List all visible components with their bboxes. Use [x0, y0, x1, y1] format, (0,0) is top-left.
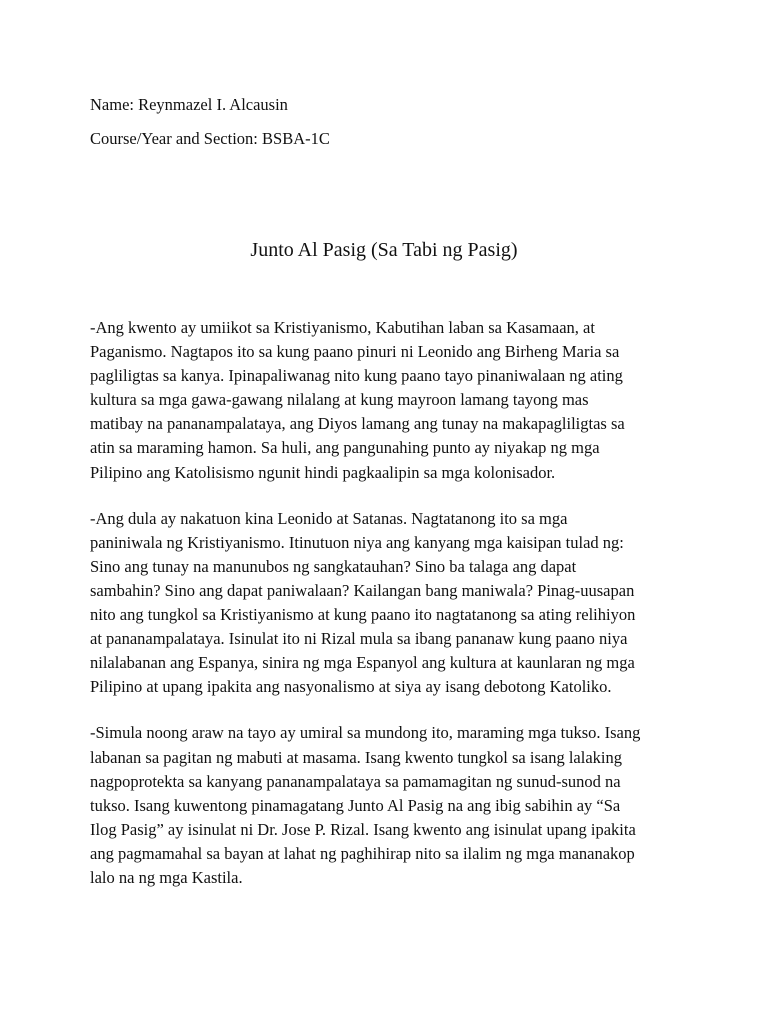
- student-name: Name: Reynmazel I. Alcausin: [90, 95, 288, 114]
- paragraph-line: kultura sa mga gawa-gawang nilalang at kung mayroon lamang tayong mas: [90, 390, 589, 410]
- paragraph-line: labanan sa pagitan ng mabuti at masama. Isang kwento tungkol sa isang lalaking: [90, 747, 622, 767]
- paragraph-line: pagliligtas sa kanya. Ipinapaliwanag nito kung paano tayo pinaniwalaan ng ating: [90, 366, 623, 386]
- paragraph-line: -Ang dula ay nakatuon kina Leonido at Satanas. Nagtatanong ito sa mga: [90, 508, 568, 528]
- paragraph-line: atin sa maraming hamon. Sa huli, ang pangunahing punto ay niyakap ng mga: [90, 438, 600, 458]
- paragraph-line: Pilipino ang Katolisismo ngunit hindi pagkaalipin sa mga kolonisador.: [90, 462, 556, 482]
- paragraph-line: Paganismo. Nagtapos ito sa kung paano pinuri ni Leonido ang Birheng Maria sa: [90, 342, 620, 362]
- paragraph-line: Pilipino at upang ipakita ang nasyonalismo at siya ay isang debotong Katoliko.: [90, 677, 612, 697]
- paragraph-line: nagpoprotekta sa kanyang pananampalataya sa pamamagitan ng sunud-sunod na: [90, 771, 621, 791]
- paragraph-line: matibay na pananampalataya, ang Diyos lamang ang tunay na makapagliligtas sa: [90, 414, 625, 434]
- paragraph-line: Ilog Pasig” ay isinulat ni Dr. Jose P. Rizal. Isang kwento ang isinulat upang ipakita: [90, 819, 636, 839]
- paragraph: [90, 507, 730, 700]
- paragraph-line: ang pagmamahal sa bayan at lahat ng paghihirap nito sa ilalim ng mga mananakop: [90, 843, 635, 863]
- paragraph-line: sambahin? Sino ang dapat paniwalaan? Kailangan bang maniwala? Pinag-uusapan: [90, 580, 635, 600]
- paragraph: [90, 721, 730, 890]
- paragraph-line: nito ang tungkol sa Kristiyanismo at kung paano ito nagtatanong sa ating relihiyon: [90, 605, 636, 625]
- paragraph-line: lalo na ng mga Kastila.: [90, 867, 243, 887]
- paragraph-line: at pananampalataya. Isinulat ito ni Rizal mula sa ibang pananaw kung paano niya: [90, 629, 628, 649]
- paragraph-line: -Simula noong araw na tayo ay umiral sa mundong ito, maraming mga tukso. Isang: [90, 723, 641, 743]
- paragraph-line: nilalabanan ang Espanya, sinira ng mga Espanyol ang kultura at kaunlaran ng mga: [90, 653, 635, 673]
- course-section: Course/Year and Section: BSBA-1C: [90, 129, 330, 148]
- document-title: Junto Al Pasig (Sa Tabi ng Pasig): [250, 239, 518, 261]
- paragraph: [90, 316, 730, 485]
- document-body: [90, 316, 730, 912]
- paragraph-line: Sino ang tunay na manunubos ng sangkatauhan? Sino ba talaga ang dapat: [90, 556, 577, 576]
- paragraph-line: -Ang kwento ay umiikot sa Kristiyanismo, Kabutihan laban sa Kasamaan, at: [90, 318, 595, 337]
- paragraph-line: tukso. Isang kuwentong pinamagatang Junto Al Pasig na ang ibig sabihin ay “Sa: [90, 795, 621, 815]
- paragraph-line: paniniwala ng Kristiyanismo. Itinutuon niya ang kanyang mga kaisipan tulad ng:: [90, 532, 624, 552]
